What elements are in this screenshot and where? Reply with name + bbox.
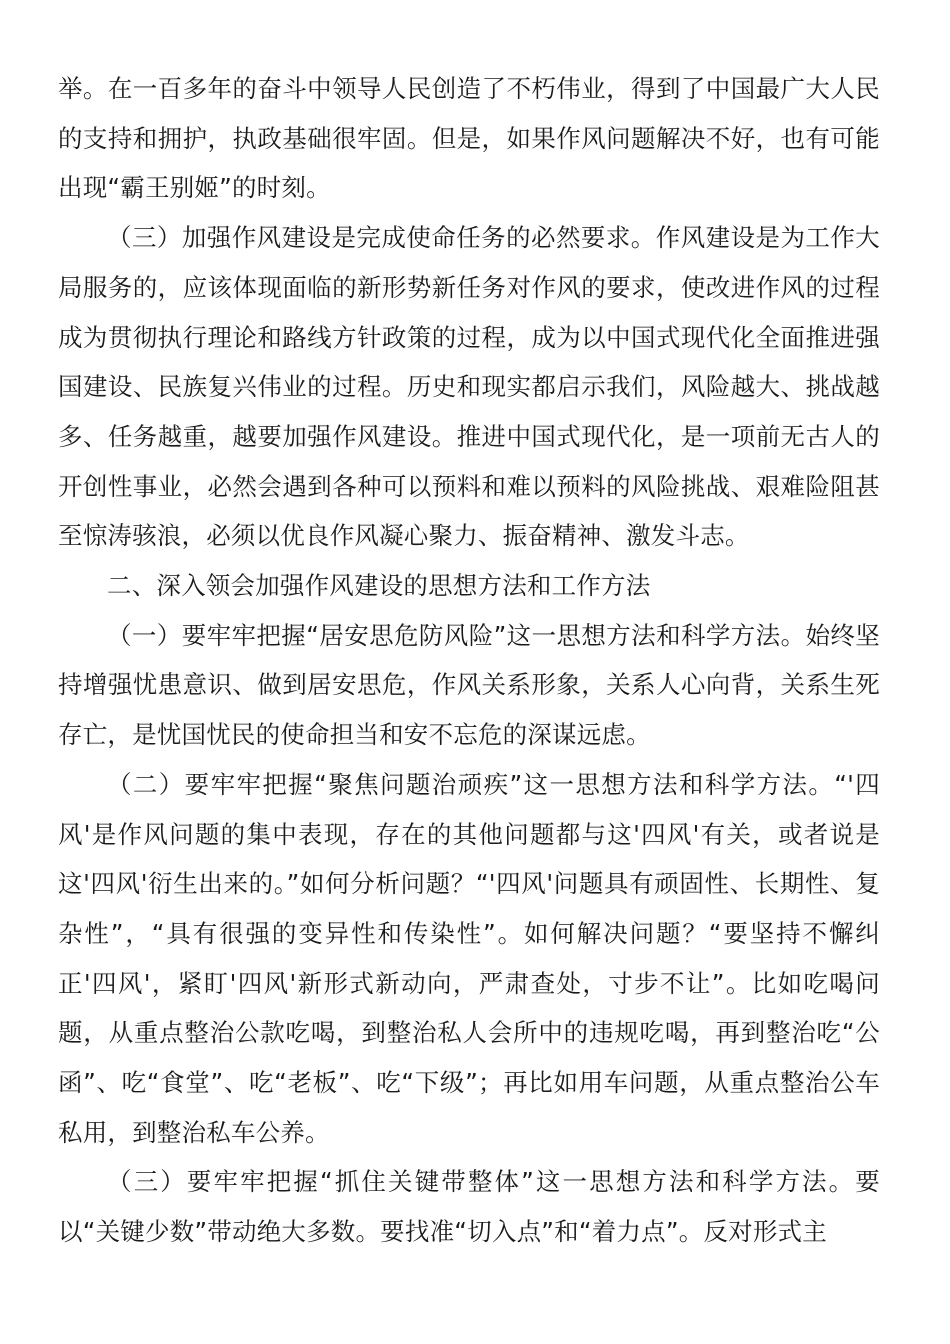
document-page (58, 64, 880, 1257)
paragraph-section-three: （三）加强作风建设是完成使命任务的必然要求。作风建设是为工作大局服务的，应该体现面临的新形势新任务对作风的要求，使改进作风的过程成为贯彻执行理论和路线方针政策的过程，成为以中国式现代化全面推进强国建设、民族复兴伟业的过程。历史和现实都启示我们，风险越大、挑战越多、任务越重，越要加强作风建设。推进中国式现代化，是一项前无古人的开创性事业，必然会遇到各种可以预料和难以预料的风险挑战、艰难险阻甚至惊涛骇浪，必须以优良作风凝心聚力、振奋精神、激发斗志。 (58, 223, 880, 551)
paragraph-continuation: 举。在一百多年的奋斗中领导人民创造了不朽伟业，得到了中国最广大人民的支持和拥护，执政基础很牢固。但是，如果作风问题解决不好，也有可能出现“霸王别姬”的时刻。 (58, 74, 880, 203)
paragraph-point-one: （一）要牢牢把握“居安思危防风险”这一思想方法和科学方法。始终坚持增强忧患意识、做到居安思危，作风关系形象，关系人心向背，关系生死存亡，是忧国忧民的使命担当和安不忘危的深谋远虑。 (58, 620, 880, 750)
section-heading-two: 二、深入领会加强作风建设的思想方法和工作方法 (107, 571, 651, 601)
paragraph-point-two: （二）要牢牢把握“聚焦问题治顽疾”这一思想方法和科学方法。“'四风'是作风问题的集中表现，存在的其他问题都与这'四风'有关，或者说是这'四风'衍生出来的。”如何分析问题？“'四风'问题具有顽固性、长期性、复杂性”，“具有很强的变异性和传染性”。如何解决问题？“要坚持不懈纠正'四风'，紧盯'四风'新形式新动向，严肃查处，寸步不让”。比如吃喝问题，从重点整治公款吃喝，到整治私人会所中的违规吃喝，再到整治吃“公函”、吃“食堂”、吃“老板”、吃“下级”；再比如用车问题，从重点整治公车私用，到整治私车公养。 (58, 769, 880, 1147)
paragraph-point-three: （三）要牢牢把握“抓住关键带整体”这一思想方法和科学方法。要以“关键少数”带动绝大多数。要找准“切入点”和“着力点”。反对形式主 (58, 1167, 880, 1247)
